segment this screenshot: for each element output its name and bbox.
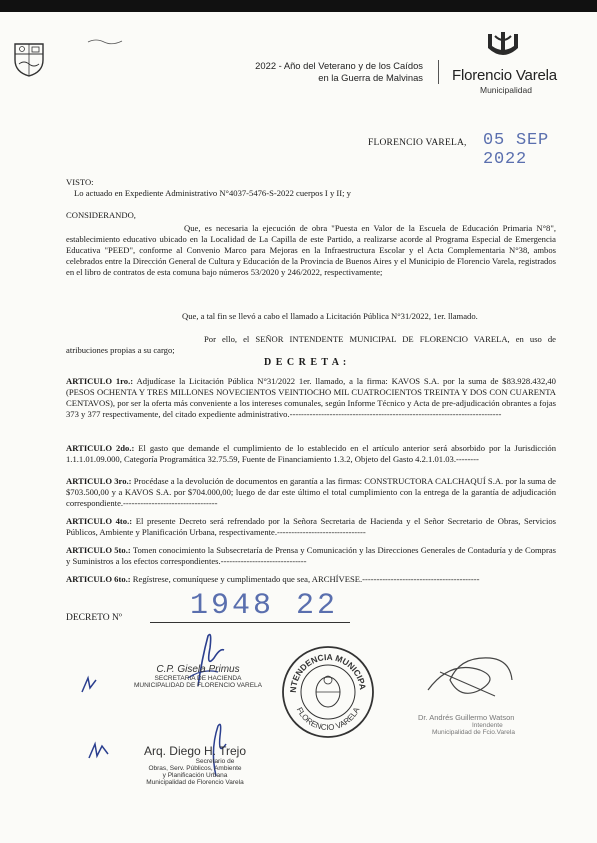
signature-intendente-scribble (420, 650, 520, 706)
article-text: Tomen conocimiento la Subsecretaría de Prensa y Comunicación y las Direcciones Generales de Contaduría y de Compras y Suministros a los efectos correspondientes.------------------------------ (66, 545, 556, 566)
hacienda-org: MUNICIPALIDAD DE FLORENCIO VARELA (134, 682, 262, 689)
article-label: ARTICULO 4to.: (66, 516, 133, 526)
intendente-name: Dr. Andrés Guillermo Watson (418, 713, 515, 722)
place-label: FLORENCIO VARELA, (368, 138, 467, 148)
considerando-p1-text: Que, es necesaria la ejecución de obra "Puesta en Valor de la Escuela de Educación Primaria N°8", establecimiento educativo ubicado en la Localidad de La Capilla de este Partido, a realizarse acorde al Programa Especial de Emergencia Educativa "PEED", conforme al Convenio Marco para Mejoras en la Infraestructura Escolar y el Acta Complementaria N°38, ambos celebrados entre la Dirección General de Cultura y Educación de la Provincia de Buenos Aires y el Municipio de Florencio Varela, registrados en el libro de contratos de esta comuna bajo números 53/2020 y 246/2022, respectivamente; (66, 223, 556, 277)
municipality-name: Florencio Varela (452, 67, 557, 84)
visto-heading: VISTO: (66, 177, 94, 187)
svg-text:INTENDENCIA MUNICIPAL (280, 644, 368, 693)
initials-mark-2 (86, 740, 112, 762)
article-label: ARTICULO 6to.: (66, 574, 131, 584)
article-text: Procédase a la devolución de documentos en garantía a las firmas: CONSTRUCTORA CALCHAQUÍ S.A. por la suma de $703.500,00 y a KAVOS S.A. por $704.000,00; luego de dar este último el total cumplimiento con la entrega de la garantía de adjudicación correspondiente.--------------------------------- (66, 476, 556, 508)
decree-number-stamp: 1948 (190, 589, 275, 623)
date-stamp: 05 SEP 2022 (483, 131, 550, 169)
header-divider (438, 60, 439, 84)
obras-org: Municipalidad de Florencio Varela (146, 779, 244, 786)
visto-text: Lo actuado en Expediente Administrativo N°4037-5476-S-2022 cuerpos I y II; y (74, 188, 351, 198)
hacienda-name: C.P. Gisela Primus (156, 664, 240, 675)
article-2 (66, 443, 556, 465)
municipality-emblem-icon (483, 30, 523, 66)
article-text: Regístrese, comuníquese y cumplimentado que sea, ARCHÍVESE.----------------------------------------- (132, 574, 480, 584)
intendente-org: Municipalidad de Fcio.Varela (432, 729, 515, 736)
article-label: ARTICULO 3ro.: (66, 476, 132, 486)
municipality-subtitle: Municipalidad (480, 85, 532, 95)
decreta-heading: D E C R E T A : (264, 357, 348, 368)
seal-bottom-text: FLORENCIO VARELA (294, 705, 362, 733)
article-4 (66, 516, 556, 538)
handwritten-mark (86, 32, 126, 40)
coat-of-arms-logo (12, 40, 46, 78)
considerando-paragraph-2: Que, a tal fin se llevó a cabo el llamado a Licitación Pública N°31/2022, 1er. llamado. (182, 311, 478, 321)
year-motto (228, 60, 423, 83)
obras-name: Arq. Diego H. Trejo (143, 744, 247, 758)
article-text: El gasto que demande el cumplimiento de lo establecido en el artículo anterior será absorbido por la Jurisdicción 1.1.1.01.09.000, Categoría Programática 32.75.59, Fuente de Financiamiento 1.3.2, Objeto del Gasto 4.2.1.01.03.-------- (66, 443, 556, 464)
official-seal (280, 644, 376, 740)
article-3 (66, 476, 556, 509)
article-label: ARTICULO 2do.: (66, 443, 135, 453)
decree-number-label: DECRETO Nº (66, 613, 122, 623)
article-label: ARTICULO 1ro.: (66, 376, 134, 386)
hacienda-signatory (118, 664, 278, 689)
obras-dept: Obras, Serv. Públicos, Ambiente (148, 765, 242, 772)
initials-mark-1 (78, 674, 100, 696)
obras-signatory (120, 744, 270, 786)
article-1 (66, 376, 556, 420)
obras-dept-2: y Planificación Urbana (162, 772, 228, 779)
considerando-heading: CONSIDERANDO, (66, 210, 136, 220)
hacienda-title: SECRETARIA DE HACIENDA (154, 675, 242, 682)
considerando-p3-text: Por ello, el SEÑOR INTENDENTE MUNICIPAL DE FLORENCIO VARELA, en uso de atribuciones propias a su cargo; (66, 334, 556, 355)
motto-line-2: en la Guerra de Malvinas (318, 71, 423, 83)
scan-top-border (0, 0, 597, 12)
obras-title: Secretario de (195, 758, 235, 765)
article-5 (66, 545, 556, 567)
seal-top-text: NTENDENCIA MUNICIPA (287, 651, 368, 694)
article-text: Adjudícase la Licitación Pública N°31/2022 1er. llamado, a la firma: KAVOS S.A. por la suma de $83.928.432,40 (PESOS OCHENTA Y TRES MILLONES NOVECIENTOS VEINTIOCHO MIL CUATROCIENTOS TREINTA Y DOS CON CUARENTA CENTAVOS), por ser la oferta más conveniente a los intereses comunales, según Informe Técnico y Acta de pre-adjudicación obrantes a fojas 373 y 377 respectivamente, del citado expediente administrativo.-------------------------------------------------------------------------- (66, 376, 556, 419)
intendente-title: Intendente (472, 722, 503, 729)
intendente-signatory (418, 713, 548, 736)
decree-year-stamp: 22 (296, 589, 339, 623)
considerando-paragraph-3 (66, 334, 556, 356)
article-6 (66, 574, 556, 585)
considerando-paragraph-1 (66, 223, 556, 278)
article-text: El presente Decreto será refrendado por la Señora Secretaria de Hacienda y el Señor Secretario de Obras, Servicios Públicos, Ambiente y Planificación Urbana, respectivamente.------------------------------- (66, 516, 556, 537)
article-label: ARTICULO 5to.: (66, 545, 131, 555)
motto-line-1: 2022 - Año del Veterano y de los Caídos (255, 60, 423, 71)
